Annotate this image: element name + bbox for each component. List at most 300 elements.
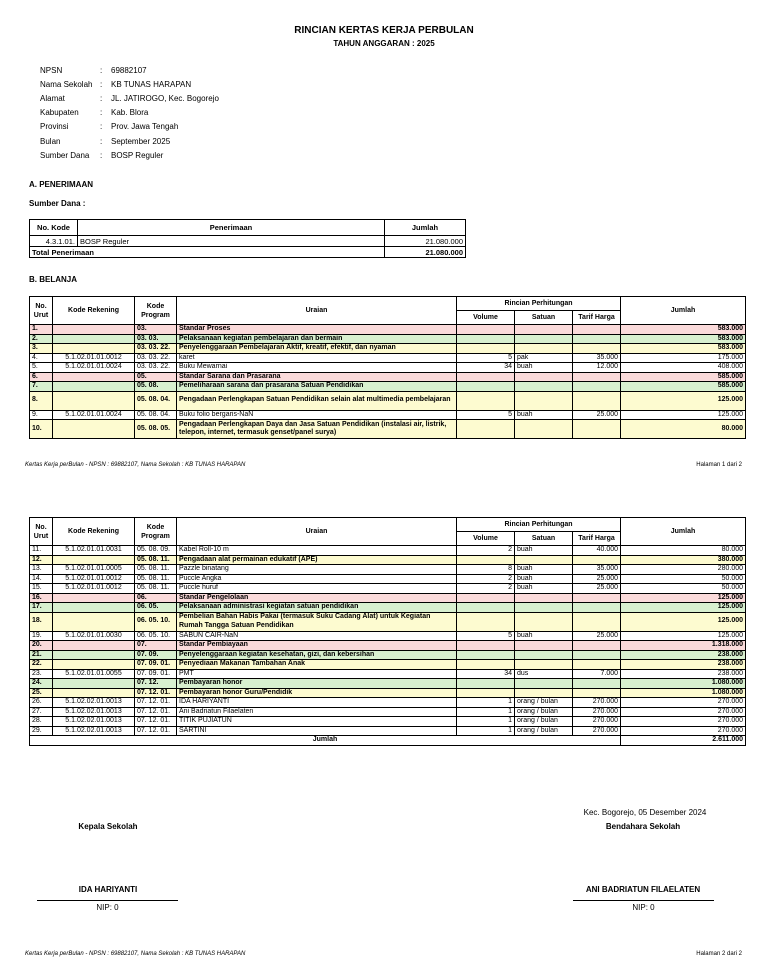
table-row bbox=[30, 660, 746, 670]
cell-kode-rekening bbox=[53, 325, 135, 335]
cell-tarif: 270.000 bbox=[573, 726, 621, 736]
cell-uraian: Ani Badriatun Filaelaten bbox=[177, 707, 457, 717]
cell-kode-rekening: 5.1.02.02.01.0013 bbox=[53, 717, 135, 727]
info-label: Bulan bbox=[40, 136, 61, 146]
cell-kode-rekening: 5.1.02.01.01.0024 bbox=[53, 410, 135, 420]
cell-kode-rekening: 5.1.02.02.01.0013 bbox=[53, 698, 135, 708]
school-info bbox=[40, 63, 219, 162]
cell-no: 18. bbox=[30, 612, 53, 631]
table-row bbox=[30, 726, 746, 736]
cell-volume bbox=[457, 344, 515, 354]
document-subtitle: TAHUN ANGGARAN : 2025 bbox=[333, 39, 435, 48]
info-colon: : bbox=[100, 136, 103, 146]
table-row bbox=[30, 353, 746, 363]
cell-tarif bbox=[573, 603, 621, 613]
cell-kode-program: 07. 09. 01. bbox=[135, 669, 177, 679]
info-label: Alamat bbox=[40, 93, 65, 103]
kepala-sekolah-nip: NIP: 0 bbox=[96, 903, 119, 912]
header-volume: Volume bbox=[457, 532, 515, 546]
document-title: RINCIAN KERTAS KERJA PERBULAN bbox=[294, 25, 474, 36]
cell-uraian: Pengadaan alat permainan edukatif (APE) bbox=[177, 555, 457, 565]
table-row bbox=[30, 555, 746, 565]
info-row bbox=[40, 148, 219, 162]
cell-volume: 1 bbox=[457, 698, 515, 708]
cell-uraian: Pembayaran honor bbox=[177, 679, 457, 689]
cell-jumlah: 50.000 bbox=[621, 574, 746, 584]
cell-satuan bbox=[515, 372, 573, 382]
cell-kode-program: 07. 12. 01. bbox=[135, 688, 177, 698]
cell-jumlah: 1.318.000 bbox=[621, 641, 746, 651]
table-row bbox=[30, 344, 746, 354]
cell-volume bbox=[457, 641, 515, 651]
cell-volume: 1 bbox=[457, 707, 515, 717]
cell-satuan: buah bbox=[515, 546, 573, 556]
kepala-sekolah-name: IDA HARIYANTI bbox=[78, 885, 138, 894]
cell-tarif: 40.000 bbox=[573, 546, 621, 556]
cell-kode-rekening bbox=[53, 593, 135, 603]
cell-volume bbox=[457, 382, 515, 392]
cell-no: 10. bbox=[30, 420, 53, 439]
cell-satuan: buah bbox=[515, 584, 573, 594]
cell-kode-rekening bbox=[53, 382, 135, 392]
cell-kode-rekening: 5.1.02.01.01.0012 bbox=[53, 353, 135, 363]
info-value: KB TUNAS HARAPAN bbox=[111, 79, 192, 89]
header-rincian: Rincian Perhitungan bbox=[457, 518, 621, 532]
cell-volume bbox=[457, 372, 515, 382]
cell-uraian: Puccle huruf bbox=[177, 584, 457, 594]
cell-uraian: Buku folio bergaris-NaN bbox=[177, 410, 457, 420]
sumber-dana-label: Sumber Dana : bbox=[29, 199, 86, 208]
cell-jumlah: 280.000 bbox=[621, 565, 746, 575]
cell-uraian: Pengadaan Perlengkapan Satuan Pendidikan selain alat multimedia pembelajaran bbox=[177, 391, 457, 410]
cell-no: 13. bbox=[30, 565, 53, 575]
header-tarif: Tarif Harga bbox=[573, 311, 621, 325]
page-number-1: Halaman 1 dari 2 bbox=[696, 462, 742, 468]
cell-satuan bbox=[515, 679, 573, 689]
header-satuan: Satuan bbox=[515, 532, 573, 546]
info-label: Sumber Dana bbox=[40, 150, 90, 160]
header-penerimaan: Penerimaan bbox=[78, 220, 385, 236]
cell-kode-program: 05. 08. 04. bbox=[135, 410, 177, 420]
cell-kode-rekening bbox=[53, 679, 135, 689]
cell-tarif: 7.000 bbox=[573, 669, 621, 679]
info-row bbox=[40, 106, 219, 120]
info-label: Nama Sekolah bbox=[40, 79, 93, 89]
table-row bbox=[30, 650, 746, 660]
cell-volume bbox=[457, 660, 515, 670]
cell-tarif: 35.000 bbox=[573, 353, 621, 363]
info-value: JL. JATIROGO, Kec. Bogorejo bbox=[111, 93, 219, 103]
cell-jumlah: 583.000 bbox=[621, 325, 746, 335]
cell-tarif bbox=[573, 372, 621, 382]
info-value: Kab. Blora bbox=[111, 108, 149, 118]
cell-kode-rekening: 5.1.02.02.01.0013 bbox=[53, 726, 135, 736]
cell-satuan: buah bbox=[515, 574, 573, 584]
cell-satuan: buah bbox=[515, 410, 573, 420]
cell-uraian: PMT bbox=[177, 669, 457, 679]
info-colon: : bbox=[100, 65, 103, 75]
cell-tarif bbox=[573, 679, 621, 689]
cell-uraian: Pazzle binatang bbox=[177, 565, 457, 575]
cell-satuan: pak bbox=[515, 353, 573, 363]
table-row bbox=[30, 546, 746, 556]
cell-uraian: Standar Pengelolaan bbox=[177, 593, 457, 603]
cell-kode-rekening bbox=[53, 391, 135, 410]
cell-volume bbox=[457, 593, 515, 603]
header-kode-rekening: Kode Rekening bbox=[53, 297, 135, 325]
cell-no: 7. bbox=[30, 382, 53, 392]
cell-kode-rekening: 5.1.02.01.01.0031 bbox=[53, 546, 135, 556]
cell-kode-program: 06. 05. bbox=[135, 603, 177, 613]
cell-satuan: orang / bulan bbox=[515, 707, 573, 717]
cell-uraian: IDA HARIYANTI bbox=[177, 698, 457, 708]
cell-satuan bbox=[515, 660, 573, 670]
cell-tarif bbox=[573, 420, 621, 439]
cell-jumlah: 270.000 bbox=[621, 717, 746, 727]
cell-tarif bbox=[573, 593, 621, 603]
info-label: Kabupaten bbox=[40, 108, 79, 118]
header-uraian: Uraian bbox=[177, 518, 457, 546]
cell-satuan: buah bbox=[515, 565, 573, 575]
info-value: BOSP Reguler bbox=[111, 150, 164, 160]
total-amount: 2.611.000 bbox=[621, 736, 746, 746]
cell-no: 23. bbox=[30, 669, 53, 679]
cell-kode-rekening bbox=[53, 344, 135, 354]
signature-line-right bbox=[573, 900, 714, 901]
info-label: Provinsi bbox=[40, 122, 69, 132]
cell-tarif: 25.000 bbox=[573, 631, 621, 641]
cell-kode-program: 05. 08. 11. bbox=[135, 555, 177, 565]
cell-jumlah: 380.000 bbox=[621, 555, 746, 565]
table-row bbox=[30, 612, 746, 631]
header-kode-program: Kode Program bbox=[135, 518, 177, 546]
table-row bbox=[30, 372, 746, 382]
cell-uraian: SARTINI bbox=[177, 726, 457, 736]
section-a-heading: A. PENERIMAAN bbox=[29, 180, 94, 189]
cell-satuan bbox=[515, 555, 573, 565]
cell-kode-program: 05. 08. 11. bbox=[135, 574, 177, 584]
cell-uraian: Kabel Roll-10 m bbox=[177, 546, 457, 556]
total-penerimaan-label: Total Penerimaan bbox=[30, 247, 385, 258]
cell-satuan bbox=[515, 650, 573, 660]
cell-satuan: orang / bulan bbox=[515, 726, 573, 736]
cell-kode-rekening bbox=[53, 650, 135, 660]
cell-tarif bbox=[573, 325, 621, 335]
cell-jumlah: 125.000 bbox=[621, 631, 746, 641]
cell-jumlah: 125.000 bbox=[621, 593, 746, 603]
table-row bbox=[30, 717, 746, 727]
total-label: Jumlah bbox=[30, 736, 621, 746]
cell-no: 28. bbox=[30, 717, 53, 727]
cell-jumlah: 585.000 bbox=[621, 382, 746, 392]
cell-uraian: Pemeliharaan sarana dan prasarana Satuan Pendidikan bbox=[177, 382, 457, 392]
header-jumlah: Jumlah bbox=[385, 220, 466, 236]
table-row bbox=[30, 688, 746, 698]
info-value: September 2025 bbox=[111, 136, 171, 146]
cell-tarif bbox=[573, 612, 621, 631]
table-row bbox=[30, 391, 746, 410]
table-row bbox=[30, 363, 746, 373]
table-row bbox=[30, 707, 746, 717]
cell-kode-rekening bbox=[53, 420, 135, 439]
cell-jumlah: 238.000 bbox=[621, 660, 746, 670]
cell-uraian: SABUN CAIR-NaN bbox=[177, 631, 457, 641]
cell-volume bbox=[457, 420, 515, 439]
cell-kode-program: 07. 12. bbox=[135, 679, 177, 689]
cell-kode-rekening: 5.1.02.01.01.0055 bbox=[53, 669, 135, 679]
header-kode-program: Kode Program bbox=[135, 297, 177, 325]
cell-kode-rekening bbox=[53, 372, 135, 382]
cell-uraian: Penyelenggaraan kegiatan kesehatan, gizi, dan kebersihan bbox=[177, 650, 457, 660]
cell-uraian: Buku Mewarnai bbox=[177, 363, 457, 373]
table-row bbox=[30, 593, 746, 603]
cell-no: 20. bbox=[30, 641, 53, 651]
cell-kode-rekening: 5.1.02.01.01.0012 bbox=[53, 584, 135, 594]
cell-uraian: Pengadaan Perlengkapan Daya dan Jasa Satuan Pendidikan (instalasi air, listrik, telepon, internet, termasuk genset/panel surya) bbox=[177, 420, 457, 439]
bendahara-role: Bendahara Sekolah bbox=[605, 822, 681, 831]
cell-volume bbox=[457, 650, 515, 660]
cell-volume bbox=[457, 325, 515, 335]
cell-volume bbox=[457, 688, 515, 698]
cell-volume: 5 bbox=[457, 353, 515, 363]
cell-jumlah: 125.000 bbox=[621, 603, 746, 613]
cell-volume bbox=[457, 334, 515, 344]
header-uraian: Uraian bbox=[177, 297, 457, 325]
cell-tarif: 270.000 bbox=[573, 698, 621, 708]
info-label: NPSN bbox=[40, 65, 63, 75]
cell-satuan bbox=[515, 612, 573, 631]
cell-volume: 8 bbox=[457, 565, 515, 575]
cell-tarif bbox=[573, 660, 621, 670]
cell-kode-program: 07. 09. bbox=[135, 650, 177, 660]
cell-no: 2. bbox=[30, 334, 53, 344]
header-no-urut: No. Urut bbox=[30, 518, 53, 546]
cell-satuan bbox=[515, 593, 573, 603]
cell-tarif: 12.000 bbox=[573, 363, 621, 373]
cell-kode-program: 03. 03. bbox=[135, 334, 177, 344]
cell-uraian: Pelaksanaan administrasi kegiatan satuan pendidikan bbox=[177, 603, 457, 613]
table-row bbox=[30, 325, 746, 335]
cell-satuan bbox=[515, 420, 573, 439]
cell-volume: 2 bbox=[457, 546, 515, 556]
cell-uraian: Pelaksanaan kegiatan pembelajaran dan bermain bbox=[177, 334, 457, 344]
cell-kode-program: 06. 05. 10. bbox=[135, 631, 177, 641]
table-row bbox=[30, 584, 746, 594]
cell-uraian: TITIK PUJIATUN bbox=[177, 717, 457, 727]
header-kode-rekening: Kode Rekening bbox=[53, 518, 135, 546]
cell-satuan: orang / bulan bbox=[515, 717, 573, 727]
belanja-table-page2 bbox=[29, 517, 746, 746]
cell-no: 21. bbox=[30, 650, 53, 660]
cell-kode-rekening bbox=[53, 660, 135, 670]
cell-jumlah: 1.080.000 bbox=[621, 679, 746, 689]
cell-no: 14. bbox=[30, 574, 53, 584]
cell-satuan: dus bbox=[515, 669, 573, 679]
table-row bbox=[30, 382, 746, 392]
cell-kode-program: 05. 08. 05. bbox=[135, 420, 177, 439]
cell-uraian: Standar Proses bbox=[177, 325, 457, 335]
cell-kode-rekening bbox=[53, 555, 135, 565]
cell-volume bbox=[457, 603, 515, 613]
cell-tarif: 25.000 bbox=[573, 410, 621, 420]
place-date: Kec. Bogorejo, 05 Desember 2024 bbox=[583, 808, 707, 817]
cell-jumlah: 585.000 bbox=[621, 372, 746, 382]
cell-kode-program: 03. bbox=[135, 325, 177, 335]
page-footer-2: Kertas Kerja perBulan - NPSN : 69882107, Nama Sekolah : KB TUNAS HARAPAN bbox=[25, 951, 246, 957]
info-row bbox=[40, 77, 219, 91]
cell-kode-program: 06. 05. 10. bbox=[135, 612, 177, 631]
info-value: Prov. Jawa Tengah bbox=[111, 122, 179, 132]
cell-uraian: Puccle Angka bbox=[177, 574, 457, 584]
table-row bbox=[30, 631, 746, 641]
cell-kode-program: 07. 12. 01. bbox=[135, 726, 177, 736]
info-colon: : bbox=[100, 93, 103, 103]
cell-jumlah: 238.000 bbox=[621, 650, 746, 660]
cell-satuan bbox=[515, 382, 573, 392]
cell-tarif: 270.000 bbox=[573, 707, 621, 717]
info-row bbox=[40, 120, 219, 134]
cell-uraian: Pembayaran honor Guru/Pendidik bbox=[177, 688, 457, 698]
cell-tarif bbox=[573, 641, 621, 651]
page-number-2: Halaman 2 dari 2 bbox=[696, 951, 742, 957]
cell-no: 11. bbox=[30, 546, 53, 556]
cell-tarif bbox=[573, 382, 621, 392]
cell-uraian: karet bbox=[177, 353, 457, 363]
cell-no: 3. bbox=[30, 344, 53, 354]
cell-tarif: 25.000 bbox=[573, 584, 621, 594]
table-row bbox=[30, 641, 746, 651]
cell-tarif bbox=[573, 334, 621, 344]
cell-jumlah: 125.000 bbox=[621, 612, 746, 631]
header-volume: Volume bbox=[457, 311, 515, 325]
cell-kode-rekening bbox=[53, 612, 135, 631]
cell-kode-program: 03. 03. 22. bbox=[135, 363, 177, 373]
cell-kode-program: 07. 09. 01. bbox=[135, 660, 177, 670]
cell-kode-program: 05. 08. 09. bbox=[135, 546, 177, 556]
cell-kode-rekening: 5.1.02.01.01.0012 bbox=[53, 574, 135, 584]
info-colon: : bbox=[100, 150, 103, 160]
cell-kode-rekening: 5.1.02.02.01.0013 bbox=[53, 707, 135, 717]
cell-satuan: buah bbox=[515, 631, 573, 641]
table-row bbox=[30, 603, 746, 613]
cell-jumlah: 175.000 bbox=[621, 353, 746, 363]
cell-kode-program: 05. 08. bbox=[135, 382, 177, 392]
info-colon: : bbox=[100, 122, 103, 132]
cell-satuan bbox=[515, 688, 573, 698]
cell-uraian: Penyelenggaraan Pembelajaran Aktif, kreatif, efektif, dan nyaman bbox=[177, 344, 457, 354]
cell-jumlah: 583.000 bbox=[621, 344, 746, 354]
table-row bbox=[30, 565, 746, 575]
kepala-sekolah-role: Kepala Sekolah bbox=[78, 822, 138, 831]
cell-tarif bbox=[573, 391, 621, 410]
table-row bbox=[30, 679, 746, 689]
cell-jumlah: 80.000 bbox=[621, 546, 746, 556]
cell-tarif bbox=[573, 555, 621, 565]
penerimaan-kode: 4.3.1.01. bbox=[30, 236, 78, 247]
cell-uraian: Standar Sarana dan Prasarana bbox=[177, 372, 457, 382]
cell-jumlah: 1.080.000 bbox=[621, 688, 746, 698]
cell-kode-program: 05. bbox=[135, 372, 177, 382]
penerimaan-name: BOSP Reguler bbox=[78, 236, 385, 247]
header-tarif: Tarif Harga bbox=[573, 532, 621, 546]
header-rincian: Rincian Perhitungan bbox=[457, 297, 621, 311]
cell-no: 5. bbox=[30, 363, 53, 373]
cell-volume: 5 bbox=[457, 631, 515, 641]
cell-volume: 1 bbox=[457, 717, 515, 727]
cell-volume: 2 bbox=[457, 584, 515, 594]
cell-jumlah: 408.000 bbox=[621, 363, 746, 373]
cell-jumlah: 270.000 bbox=[621, 707, 746, 717]
cell-kode-rekening bbox=[53, 334, 135, 344]
cell-volume bbox=[457, 612, 515, 631]
cell-kode-rekening: 5.1.02.01.01.0030 bbox=[53, 631, 135, 641]
cell-kode-program: 06. bbox=[135, 593, 177, 603]
cell-no: 26. bbox=[30, 698, 53, 708]
cell-kode-rekening bbox=[53, 688, 135, 698]
cell-no: 6. bbox=[30, 372, 53, 382]
cell-no: 9. bbox=[30, 410, 53, 420]
cell-jumlah: 125.000 bbox=[621, 410, 746, 420]
cell-kode-rekening bbox=[53, 641, 135, 651]
cell-tarif: 35.000 bbox=[573, 565, 621, 575]
cell-no: 29. bbox=[30, 726, 53, 736]
cell-no: 25. bbox=[30, 688, 53, 698]
cell-satuan bbox=[515, 641, 573, 651]
cell-no: 24. bbox=[30, 679, 53, 689]
cell-satuan bbox=[515, 344, 573, 354]
cell-volume bbox=[457, 391, 515, 410]
cell-satuan bbox=[515, 334, 573, 344]
table-row bbox=[30, 420, 746, 439]
cell-kode-rekening: 5.1.02.01.01.0024 bbox=[53, 363, 135, 373]
cell-jumlah: 270.000 bbox=[621, 726, 746, 736]
cell-volume: 2 bbox=[457, 574, 515, 584]
info-colon: : bbox=[100, 108, 103, 118]
cell-uraian: Standar Pembiayaan bbox=[177, 641, 457, 651]
bendahara-name: ANI BADRIATUN FILAELATEN bbox=[585, 885, 701, 894]
cell-jumlah: 125.000 bbox=[621, 391, 746, 410]
table-row bbox=[30, 410, 746, 420]
cell-jumlah: 50.000 bbox=[621, 584, 746, 594]
cell-volume bbox=[457, 555, 515, 565]
header-jumlah: Jumlah bbox=[621, 297, 746, 325]
info-colon: : bbox=[100, 79, 103, 89]
cell-kode-program: 07. 12. 01. bbox=[135, 717, 177, 727]
cell-kode-program: 03. 03. 22. bbox=[135, 353, 177, 363]
cell-kode-program: 05. 08. 04. bbox=[135, 391, 177, 410]
cell-kode-rekening: 5.1.02.01.01.0005 bbox=[53, 565, 135, 575]
bendahara-nip: NIP: 0 bbox=[632, 903, 655, 912]
cell-satuan: orang / bulan bbox=[515, 698, 573, 708]
cell-kode-rekening bbox=[53, 603, 135, 613]
cell-no: 15. bbox=[30, 584, 53, 594]
header-no-kode: No. Kode bbox=[30, 220, 78, 236]
cell-kode-program: 07. 12. 01. bbox=[135, 698, 177, 708]
cell-tarif: 270.000 bbox=[573, 717, 621, 727]
cell-jumlah: 270.000 bbox=[621, 698, 746, 708]
cell-tarif bbox=[573, 688, 621, 698]
header-no-urut: No. Urut bbox=[30, 297, 53, 325]
info-row bbox=[40, 91, 219, 105]
header-satuan: Satuan bbox=[515, 311, 573, 325]
cell-no: 4. bbox=[30, 353, 53, 363]
cell-tarif bbox=[573, 650, 621, 660]
info-value: 69882107 bbox=[111, 65, 147, 75]
cell-no: 16. bbox=[30, 593, 53, 603]
cell-satuan bbox=[515, 603, 573, 613]
cell-satuan: buah bbox=[515, 363, 573, 373]
total-row bbox=[30, 736, 746, 746]
